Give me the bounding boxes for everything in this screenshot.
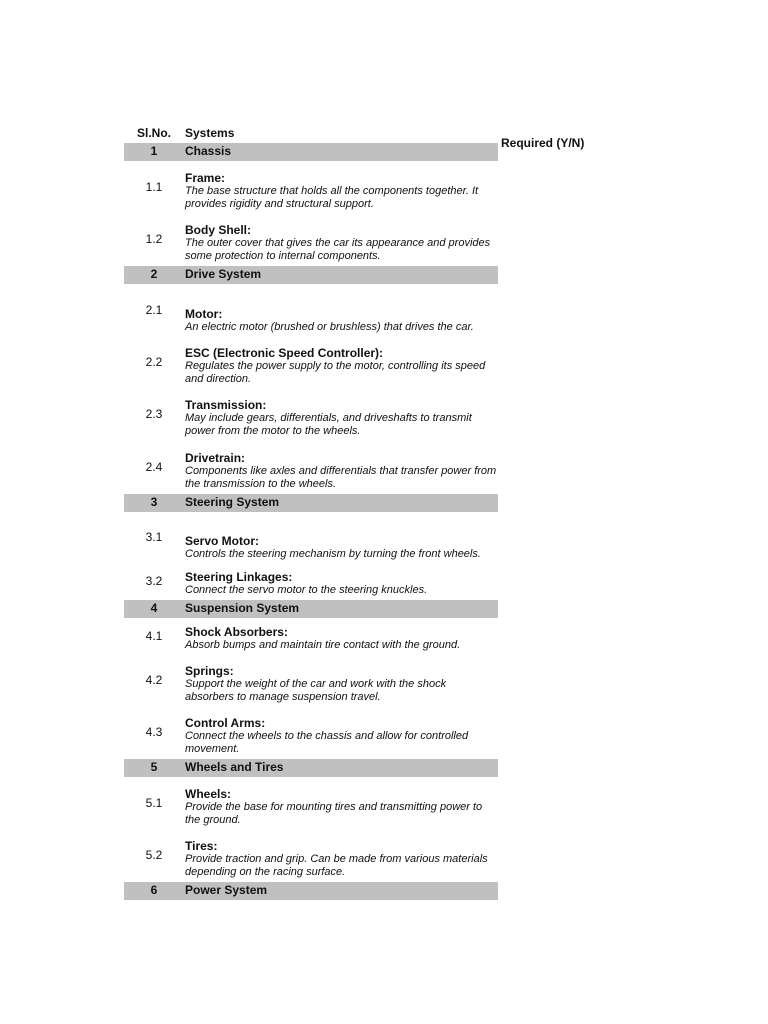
item-description: Connect the servo motor to the steering knuckles. xyxy=(185,584,428,596)
item-description: Regulates the power supply to the motor, controlling its speed and direction. xyxy=(185,360,486,385)
item-title: Drivetrain: xyxy=(185,451,246,465)
item-description: May include gears, differentials, and driveshafts to transmit power from the motor to the wheels. xyxy=(185,412,472,437)
item-title: Wheels: xyxy=(185,787,232,801)
item-description: The outer cover that gives the car its appearance and provides some protection to internal components. xyxy=(185,237,491,262)
item-title: Transmission: xyxy=(185,398,267,412)
item-number: 5.2 xyxy=(145,848,163,862)
section-label: Chassis xyxy=(185,144,232,158)
required-header: Required (Y/N) xyxy=(501,136,585,150)
section-label: Suspension System xyxy=(185,601,300,615)
item-title: Steering Linkages: xyxy=(185,570,293,584)
section-number: 3 xyxy=(150,495,158,509)
item-number: 2.3 xyxy=(145,407,163,421)
item-number: 4.1 xyxy=(145,629,163,643)
item-description: Support the weight of the car and work with the shock absorbers to manage suspension travel. xyxy=(185,678,447,703)
section-label: Drive System xyxy=(185,267,262,281)
item-title: Servo Motor: xyxy=(185,534,260,548)
section-band-power-system xyxy=(124,882,498,900)
item-number: 3.1 xyxy=(145,530,163,544)
item-number: 5.1 xyxy=(145,796,163,810)
item-number: 1.1 xyxy=(145,180,163,194)
section-number: 4 xyxy=(150,601,158,615)
item-number: 3.2 xyxy=(145,574,163,588)
item-description: Controls the steering mechanism by turning the front wheels. xyxy=(185,548,481,560)
item-title: Springs: xyxy=(185,664,234,678)
item-title: ESC (Electronic Speed Controller): xyxy=(185,346,384,360)
section-label: Wheels and Tires xyxy=(185,760,284,774)
item-description: An electric motor (brushed or brushless) that drives the car. xyxy=(185,321,474,333)
section-number: 1 xyxy=(150,144,158,158)
slno-header: Sl.No. xyxy=(137,126,172,140)
section-label: Power System xyxy=(185,883,268,897)
section-band-wheels-and-tires xyxy=(124,759,498,777)
item-title: Frame: xyxy=(185,171,226,185)
item-number: 2.2 xyxy=(145,355,163,369)
item-title: Tires: xyxy=(185,839,218,853)
item-description: Components like axles and differentials that transfer power from the transmission to the wheels. xyxy=(185,465,497,490)
section-label: Steering System xyxy=(185,495,280,509)
item-description: The base structure that holds all the components together. It provides rigidity and structural support. xyxy=(185,185,479,210)
section-band-drive-system xyxy=(124,266,498,284)
item-number: 1.2 xyxy=(145,232,163,246)
section-band-steering-system xyxy=(124,494,498,512)
item-title: Motor: xyxy=(185,307,223,321)
item-description: Provide traction and grip. Can be made from various materials depending on the racing surface. xyxy=(185,853,488,878)
item-title: Control Arms: xyxy=(185,716,266,730)
item-number: 2.4 xyxy=(145,460,163,474)
systems-header: Systems xyxy=(185,126,235,140)
section-number: 5 xyxy=(150,760,158,774)
section-number: 6 xyxy=(150,883,158,897)
item-number: 4.2 xyxy=(145,673,163,687)
section-band-chassis xyxy=(124,143,498,161)
item-title: Shock Absorbers: xyxy=(185,625,288,639)
item-description: Absorb bumps and maintain tire contact with the ground. xyxy=(185,639,461,651)
item-number: 2.1 xyxy=(145,303,163,317)
item-title: Body Shell: xyxy=(185,223,252,237)
item-description: Provide the base for mounting tires and transmitting power to the ground. xyxy=(185,801,483,826)
section-band-suspension-system xyxy=(124,600,498,618)
item-description: Connect the wheels to the chassis and allow for controlled movement. xyxy=(185,730,469,755)
section-number: 2 xyxy=(150,267,158,281)
item-number: 4.3 xyxy=(145,725,163,739)
